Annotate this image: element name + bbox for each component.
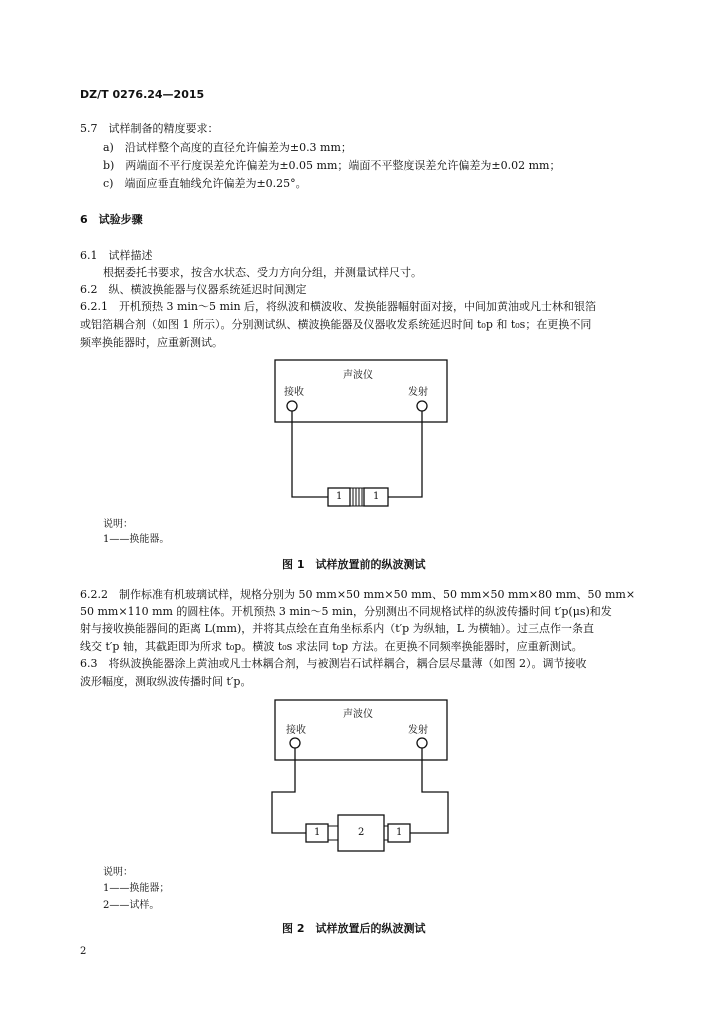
fig2-device-label: 声波仪 <box>343 709 373 720</box>
fig2-receive-port <box>290 738 300 748</box>
fig1-caption: 图 1 试样放置前的纵波测试 <box>282 558 426 571</box>
section-6-3-line-2: 波形幅度，测取纵波传播时间 t′p。 <box>80 675 252 688</box>
fig1-send-cable <box>388 411 422 497</box>
fig2-note-2: 2——试样。 <box>103 900 160 911</box>
section-6-2-title: 6.2 纵、横波换能器与仪器系统延迟时间测定 <box>80 283 307 296</box>
fig1-send-label: 发射 <box>408 387 428 398</box>
fig2-box-right-label: 1 <box>396 827 403 838</box>
section-6-title: 6 试验步骤 <box>80 213 143 226</box>
section-5-7-item-a: a) 沿试样整个高度的直径允许偏差为±0.3 mm； <box>103 141 352 154</box>
section-6-2-1-line-2: 或铝箔耦合剂（如图 1 所示）。分别测试纵、横波换能器及仪器收发系统延迟时间 t₀p 和 t₀s；在更换不同 <box>80 318 592 331</box>
fig2-box-left-label: 1 <box>314 827 321 838</box>
fig2-note-1: 1——换能器； <box>103 883 170 894</box>
section-5-7-item-c: c) 端面应垂直轴线允许偏差为±0.25°。 <box>103 177 307 190</box>
section-6-2-2-line-1: 6.2.2 制作标准有机玻璃试样，规格分别为 50 mm×50 mm×50 mm、50 mm×50 mm×80 mm、50 mm× <box>80 588 636 601</box>
section-6-3-line-1: 6.3 将纵波换能器涂上黄油或凡士林耦合剂，与被测岩石试样耦合，耦合层尽量薄（如图 2）。调节接收 <box>80 657 587 670</box>
section-5-7-item-b: b) 两端面不平行度误差允许偏差为±0.05 mm；端面不平整度误差允许偏差为±0.02 mm； <box>103 159 561 172</box>
section-6-2-1-line-1: 6.2.1 开机预热 3 min～5 min 后，将纵波和横波收、发换能器幅射面对接，中间加黄油或凡士林和银箔 <box>80 300 597 313</box>
section-6-2-1-line-3: 频率换能器时，应重新测试。 <box>80 336 223 349</box>
fig1-send-port <box>417 401 427 411</box>
fig2-box-mid-label: 2 <box>358 827 365 838</box>
fig1-box-left-label: 1 <box>336 491 343 502</box>
fig2-receive-cable <box>272 748 306 833</box>
fig1-receive-cable <box>292 411 328 497</box>
fig2-send-port <box>417 738 427 748</box>
section-6-2-2-line-4: 线交 t′p 轴，其截距即为所求 t₀p。横波 t₀s 求法同 t₀p 方法。在更换不同频率换能器时，应重新测试。 <box>80 640 583 653</box>
doc-code-header: DZ/T 0276.24—2015 <box>80 88 205 101</box>
fig1-box-right-label: 1 <box>373 491 380 502</box>
section-6-2-2-line-3: 射与接收换能器间的距离 L(mm)，并将其点绘在直角坐标系内（t′p 为纵轴，L 为横轴）。过三点作一条直 <box>80 622 594 635</box>
fig1-note-title: 说明： <box>103 519 133 530</box>
fig2-caption: 图 2 试样放置后的纵波测试 <box>282 922 426 935</box>
section-5-7-title: 5.7 试样制备的精度要求： <box>80 122 219 135</box>
section-6-1-body: 根据委托书要求，按含水状态、受力方向分组，并测量试样尺寸。 <box>103 266 422 279</box>
fig1-device-label: 声波仪 <box>343 370 373 381</box>
section-6-1-title: 6.1 试样描述 <box>80 249 153 262</box>
fig2-note-title: 说明： <box>103 867 133 878</box>
fig2-send-cable <box>410 748 448 833</box>
fig1-note-1: 1——换能器。 <box>103 534 170 545</box>
fig2-receive-label: 接收 <box>286 725 306 736</box>
section-6-2-2-line-2: 50 mm×110 mm 的圆柱体。开机预热 3 min～5 min，分别测出不同规格试样的纵波传播时间 t′p(μs)和发 <box>80 605 612 618</box>
fig1-receive-label: 接收 <box>284 387 304 398</box>
fig1-receive-port <box>287 401 297 411</box>
fig2-send-label: 发射 <box>408 725 428 736</box>
page-number: 2 <box>80 946 87 957</box>
